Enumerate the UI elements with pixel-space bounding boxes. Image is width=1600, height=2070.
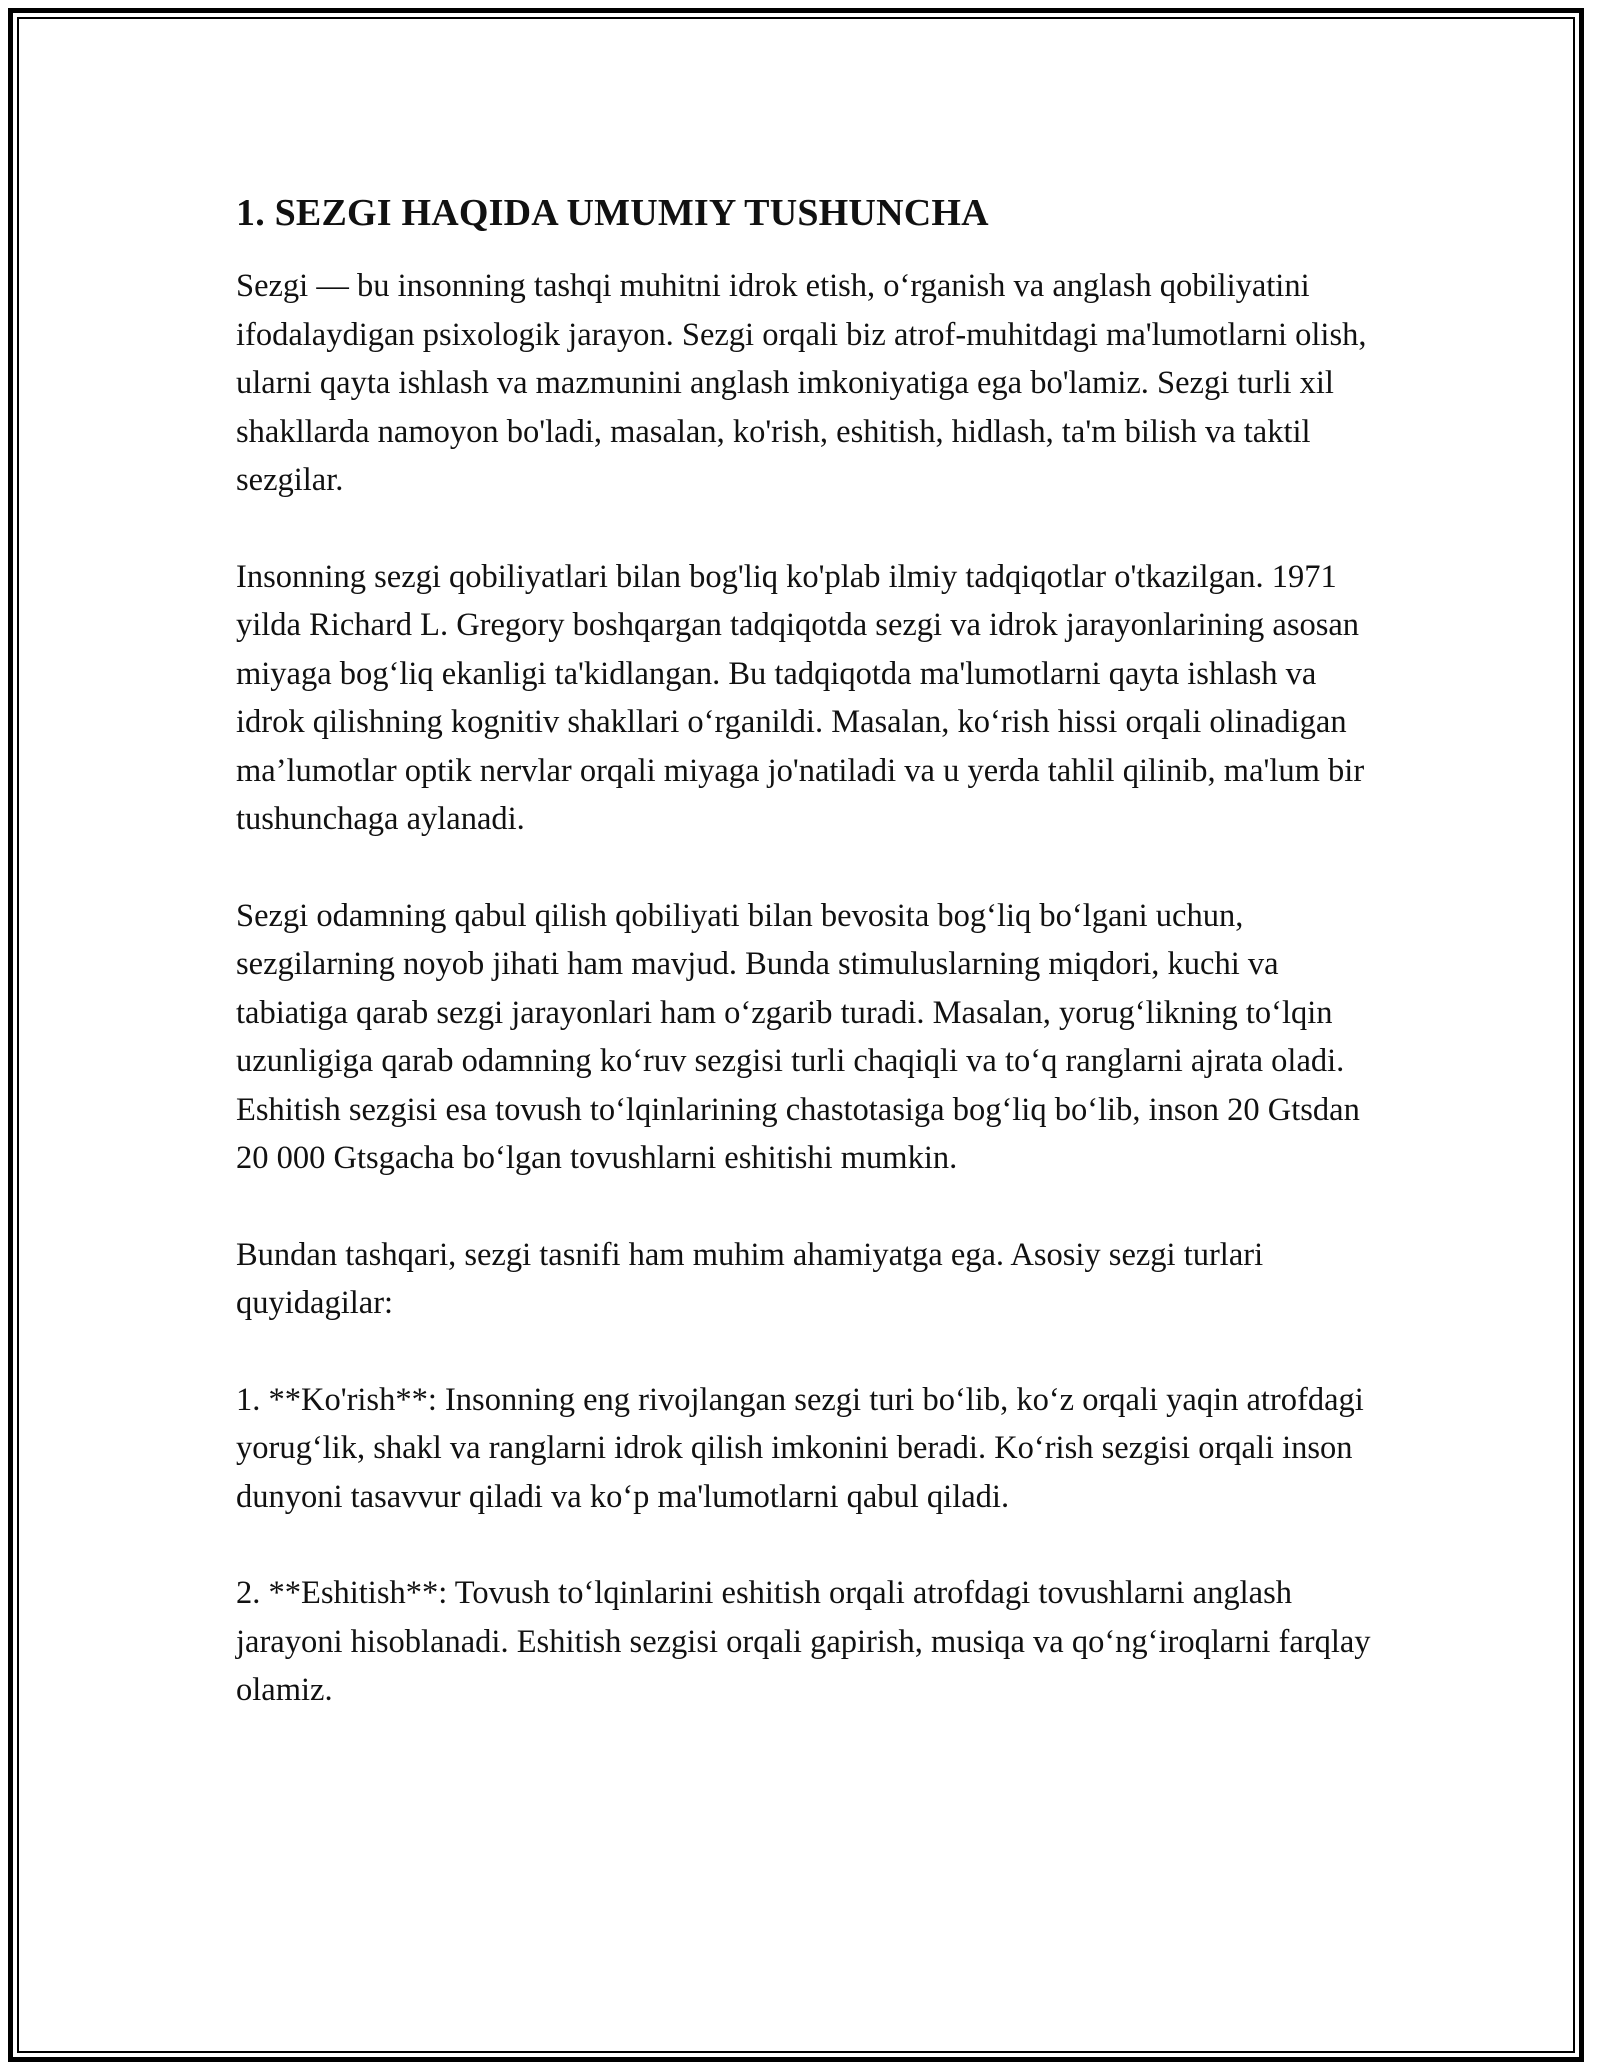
- list-item-hearing: 2. **Eshitish**: Tovush to‘lqinlarini eshitish orqali atrofdagi tovushlarni anglash jarayoni hisoblanadi. Eshitish sezgisi orqali gapirish, musiqa va qo‘ng‘iroqlarni farqlay olamiz.: [236, 1575, 1371, 1708]
- paragraph-intro: Sezgi — bu insonning tashqi muhitni idrok etish, o‘rganish va anglash qobiliyatini ifodalaydigan psixologik jarayon. Sezgi orqali biz atrof-muhitdagi ma'lumotlarni olish, ularni qayta ishlash va mazmunini anglash imkoniyatiga ega bo'lamiz. Sezgi turli xil shakllarda namoyon bo'ladi, masalan, ko'rish, eshitish, hidlash, ta'm bilish va taktil sezgilar.: [236, 268, 1367, 498]
- paragraph-perception: Sezgi odamning qabul qilish qobiliyati bilan bevosita bog‘liq bo‘lgani uchun, sezgilarning noyob jihati ham mavjud. Bunda stimuluslarning miqdori, kuchi va tabiatiga qarab sezgi jarayonlari ham o‘zgarib turadi. Masalan, yorug‘likning to‘lqin uzunligiga qarab odamning ko‘ruv sezgisi turli chaqiqli va to‘q ranglarni ajrata oladi. Eshitish sezgisi esa tovush to‘lqinlarining chastotasiga bog‘liq bo‘lib, inson 20 Gtsdan 20 000 Gtsgacha bo‘lgan tovushlarni eshitishi mumkin.: [236, 897, 1360, 1176]
- document-heading: 1. SEZGI HAQIDA UMUMIY TUSHUNCHA: [236, 192, 989, 234]
- paragraph-classification: Bundan tashqari, sezgi tasnifi ham muhim ahamiyatga ega. Asosiy sezgi turlari quyidagilar:: [236, 1236, 1264, 1321]
- document-body: [236, 186, 1376, 1763]
- paragraph-research: Insonning sezgi qobiliyatlari bilan bog'liq ko'plab ilmiy tadqiqotlar o'tkazilgan. 1971 yilda Richard L. Gregory boshqargan tadqiqotda sezgi va idrok jarayonlarining asosan miyaga bog‘liq ekanligi ta'kidlangan. Bu tadqiqotda ma'lumotlarni qayta ishlash va idrok qilishning kognitiv shakllari o‘rganildi. Masalan, ko‘rish hissi orqali olinadigan ma’lumotlar optik nervlar orqali miyaga jo'natiladi va u yerda tahlil qilinib, ma'lum bir tushunchaga aylanadi.: [236, 558, 1365, 837]
- list-item-vision: 1. **Ko'rish**: Insonning eng rivojlangan sezgi turi bo‘lib, ko‘z orqali yaqin atrofdagi yorug‘lik, shakl va ranglarni idrok qilish imkonini beradi. Ko‘rish sezgisi orqali inson dunyoni tasavvur qiladi va ko‘p ma'lumotlarni qabul qiladi.: [236, 1381, 1364, 1515]
